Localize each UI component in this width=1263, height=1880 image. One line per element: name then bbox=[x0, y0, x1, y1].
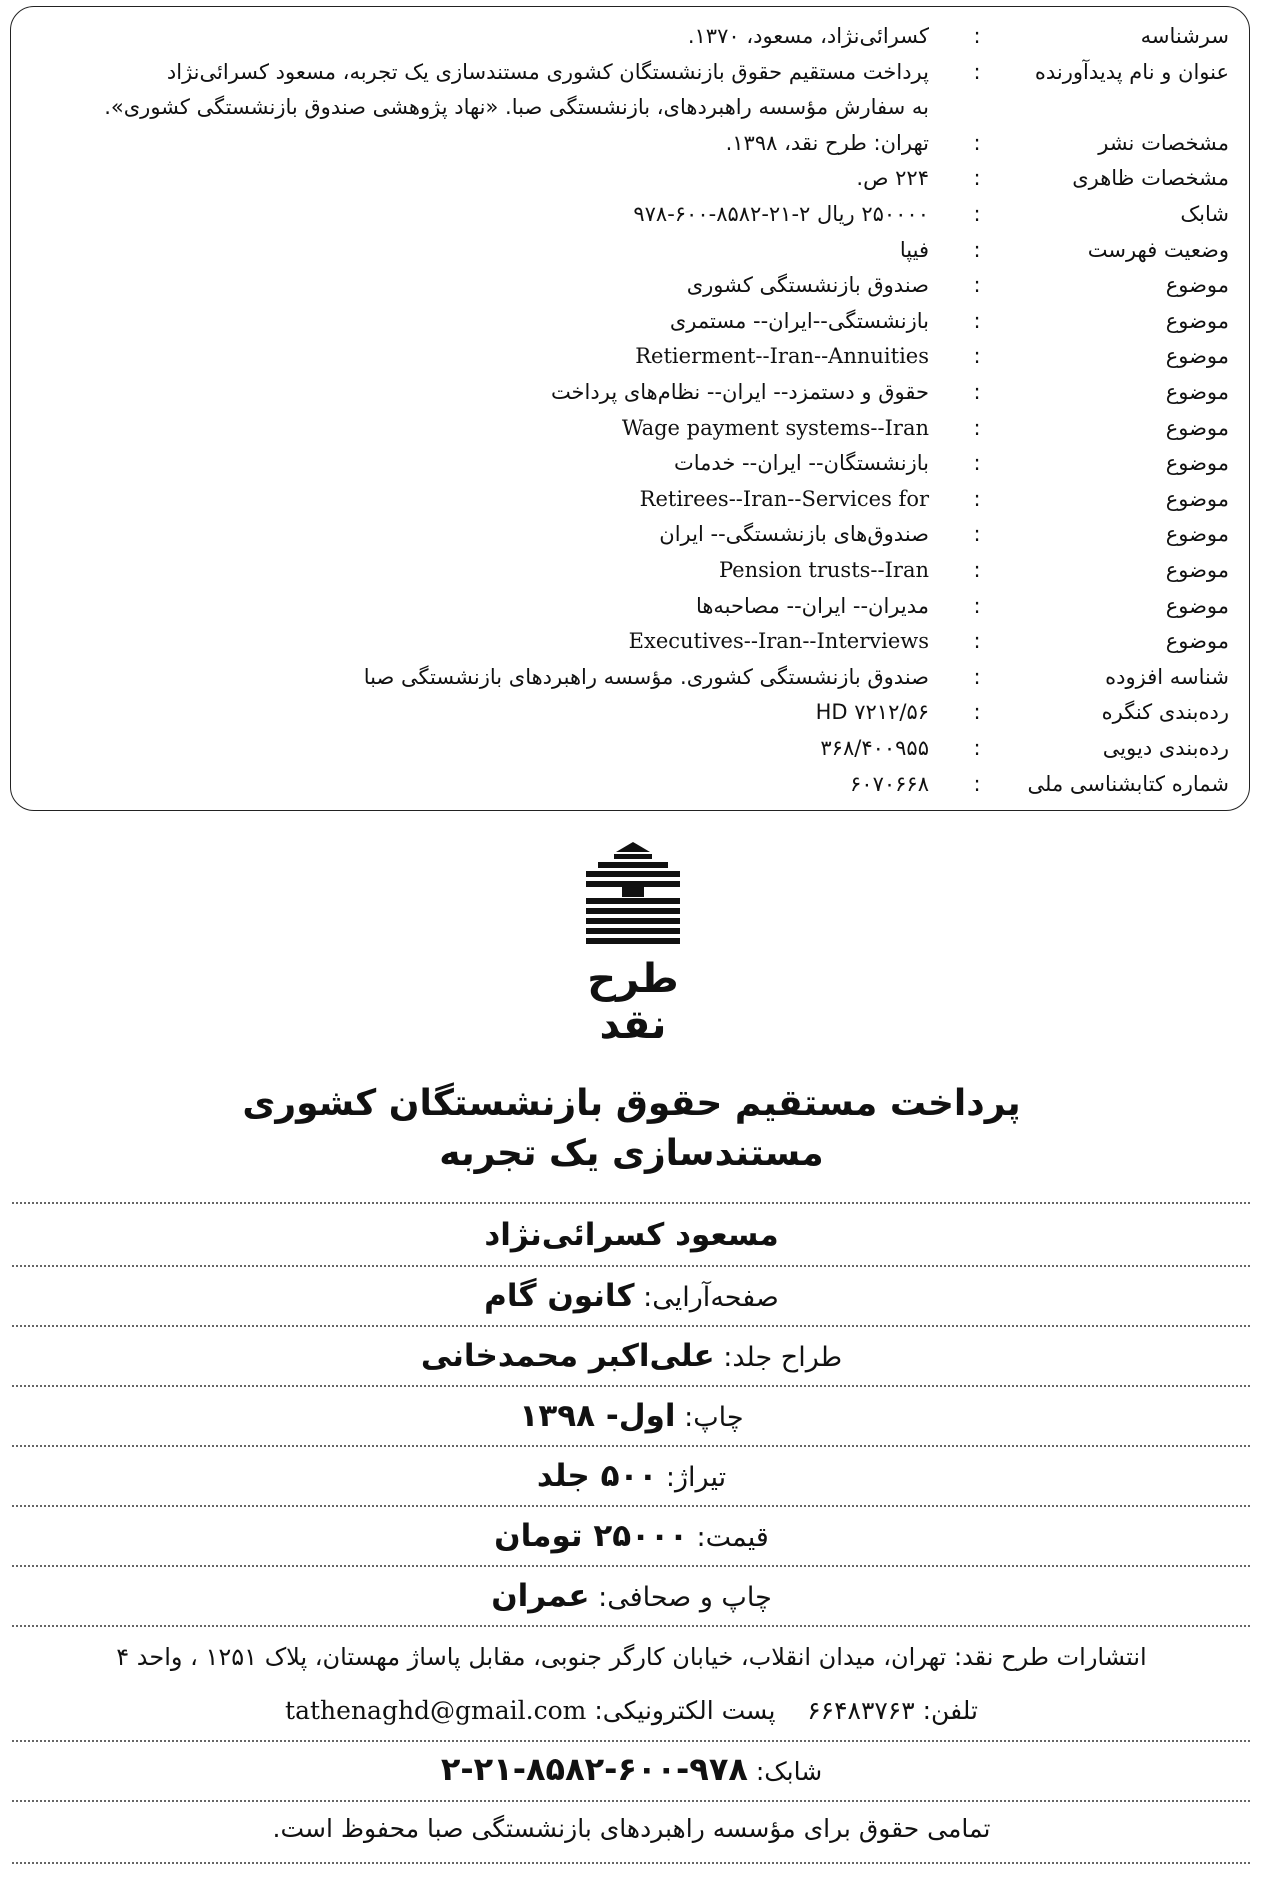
catalog-value: کسرائی‌نژاد، مسعود، ۱۳۷۰. bbox=[687, 24, 929, 48]
catalog-value: Pension trusts--Iran bbox=[718, 558, 929, 582]
catalog-label: موضوع bbox=[1165, 344, 1229, 369]
catalog-colon: : bbox=[973, 593, 981, 618]
catalog-row bbox=[11, 411, 1249, 447]
divider bbox=[12, 1505, 1250, 1507]
catalog-value: Wage payment systems--Iran bbox=[621, 415, 929, 440]
printing-credit bbox=[0, 1576, 1263, 1618]
catalog-value: Retierment--Iran--Annuities bbox=[635, 344, 929, 369]
rights-statement: تمامی حقوق برای مؤسسه راهبردهای بازنشستگی صبا محفوظ است. bbox=[272, 1814, 991, 1843]
catalog-label: موضوع bbox=[1165, 308, 1229, 333]
catalog-label: موضوع bbox=[1165, 522, 1229, 547]
catalog-row bbox=[11, 197, 1249, 233]
phone-label: تلفن: bbox=[922, 1696, 978, 1725]
catalog-value: بازنشستگی--ایران-- مستمری bbox=[669, 308, 929, 333]
catalog-colon: : bbox=[973, 380, 981, 404]
email-value: tathenaghd@gmail.com bbox=[285, 1696, 587, 1725]
catalog-colon: : bbox=[973, 273, 981, 298]
catalog-colon: : bbox=[973, 522, 981, 547]
catalog-value: مدیران-- ایران-- مصاحبه‌ها bbox=[695, 593, 929, 618]
catalog-label: مشخصات نشر bbox=[1098, 130, 1229, 155]
catalog-label: موضوع bbox=[1165, 593, 1229, 618]
divider bbox=[12, 1625, 1250, 1627]
edition-label: چاپ: bbox=[684, 1402, 744, 1433]
price-value: ۲۵۰۰۰ تومان bbox=[494, 1518, 688, 1554]
catalog-colon: : bbox=[973, 166, 981, 191]
catalog-label: موضوع bbox=[1165, 629, 1229, 654]
catalog-colon: : bbox=[973, 736, 981, 760]
catalog-row bbox=[11, 126, 1249, 162]
catalog-colon: : bbox=[973, 308, 981, 333]
catalog-value: ۶۰۷۰۶۶۸ bbox=[850, 771, 929, 796]
logo-text-line2: نقد bbox=[599, 1002, 667, 1044]
catalog-value: صندوق بازنشستگی کشوری bbox=[686, 273, 929, 298]
catalog-row bbox=[11, 517, 1249, 553]
catalog-value: ۲۵۰۰۰۰ ریال ۲-۲۱-۸۵۸۲-۶۰۰-۹۷۸ bbox=[633, 202, 929, 226]
isbn-label: شابک: bbox=[755, 1757, 823, 1786]
catalog-label: مشخصات ظاهری bbox=[1072, 166, 1229, 191]
catalog-colon: : bbox=[973, 344, 981, 369]
catalog-value: حقوق و دستمزد-- ایران-- نظام‌های پرداخت bbox=[550, 380, 929, 404]
catalog-value: به سفارش مؤسسه راهبردهای، بازنشستگی صبا. «نهاد پژوهشی صندوق بازنشستگی کشوری». bbox=[104, 95, 929, 120]
catalog-label: موضوع bbox=[1165, 273, 1229, 298]
catalog-value: ۳۶۸/۴۰۰۹۵۵ bbox=[820, 736, 929, 760]
divider bbox=[12, 1265, 1250, 1267]
catalog-label: شناسه افزوده bbox=[1105, 664, 1229, 689]
catalog-label: شابک bbox=[1180, 202, 1229, 226]
catalog-colon: : bbox=[973, 130, 981, 155]
catalog-row bbox=[11, 161, 1249, 197]
catalog-colon: : bbox=[973, 237, 981, 262]
divider bbox=[12, 1740, 1250, 1742]
layout-credit bbox=[0, 1276, 1263, 1318]
catalog-row bbox=[11, 482, 1249, 518]
cover-label: طراح جلد: bbox=[723, 1342, 843, 1373]
phone-value: ۶۶۴۸۳۷۶۳ bbox=[807, 1696, 915, 1725]
catalog-colon: : bbox=[973, 59, 981, 84]
catalog-value: صندوق‌های بازنشستگی-- ایران bbox=[659, 522, 929, 547]
divider bbox=[12, 1325, 1250, 1327]
catalog-value: بازنشستگان-- ایران-- خدمات bbox=[673, 451, 929, 476]
catalog-colon: : bbox=[973, 771, 981, 796]
author-value: مسعود کسرائی‌نژاد bbox=[484, 1217, 779, 1253]
catalog-label: موضوع bbox=[1165, 380, 1229, 404]
catalog-label: سرشناسه bbox=[1140, 24, 1229, 48]
catalog-row bbox=[11, 375, 1249, 411]
email-label: پست الکترونیکی: bbox=[594, 1696, 776, 1725]
divider bbox=[12, 1862, 1250, 1864]
cataloging-box bbox=[10, 6, 1250, 811]
catalog-row bbox=[11, 624, 1249, 660]
catalog-value: Retirees--Iran--Services for bbox=[639, 486, 929, 511]
price-label: قیمت: bbox=[696, 1522, 769, 1553]
catalog-label: موضوع bbox=[1165, 415, 1229, 440]
logo-text-line1: طرح bbox=[587, 956, 679, 1002]
catalog-row bbox=[11, 55, 1249, 91]
isbn-line bbox=[0, 1750, 1263, 1791]
catalog-row bbox=[11, 660, 1249, 696]
divider bbox=[12, 1202, 1250, 1204]
catalog-row bbox=[11, 19, 1249, 55]
print-run-value: ۵۰۰ جلد bbox=[536, 1458, 658, 1494]
catalog-colon: : bbox=[973, 451, 981, 476]
catalog-value: صندوق بازنشستگی کشوری. مؤسسه راهبردهای بازنشستگی صبا bbox=[363, 664, 929, 689]
catalog-colon: : bbox=[973, 558, 981, 582]
print-run-credit bbox=[0, 1456, 1263, 1498]
catalog-row bbox=[11, 304, 1249, 340]
catalog-row bbox=[11, 233, 1249, 269]
catalog-label: موضوع bbox=[1165, 451, 1229, 476]
edition-value: اول- ۱۳۹۸ bbox=[519, 1398, 676, 1434]
book-title-line2: مستندسازی یک تجربه bbox=[439, 1133, 824, 1174]
catalog-value: ۲۲۴ ص. bbox=[856, 166, 929, 191]
price-credit bbox=[0, 1516, 1263, 1558]
catalog-label: وضعیت فهرست bbox=[1087, 237, 1229, 262]
book-title-line1: پرداخت مستقیم حقوق بازنشستگان کشوری bbox=[242, 1083, 1021, 1124]
layout-label: صفحه‌آرایی: bbox=[643, 1282, 779, 1313]
catalog-colon: : bbox=[973, 415, 981, 440]
printing-label: چاپ و صحافی: bbox=[598, 1582, 772, 1613]
catalog-colon: : bbox=[973, 202, 981, 226]
catalog-row bbox=[11, 767, 1249, 803]
author-name bbox=[0, 1215, 1263, 1257]
catalog-label: عنوان و نام پدیدآورنده bbox=[1034, 59, 1229, 84]
catalog-row bbox=[11, 90, 1249, 126]
catalog-colon: : bbox=[973, 629, 981, 654]
catalog-value: HD ۷۲۱۲/۵۶ bbox=[815, 700, 929, 725]
catalog-colon: : bbox=[973, 700, 981, 725]
edition-credit bbox=[0, 1396, 1263, 1438]
printing-value: عمران bbox=[491, 1578, 590, 1614]
divider bbox=[12, 1565, 1250, 1567]
divider bbox=[12, 1800, 1250, 1802]
catalog-row bbox=[11, 553, 1249, 589]
publisher-logo-icon bbox=[584, 842, 682, 1044]
catalog-label: رده‌بندی کنگره bbox=[1101, 700, 1229, 725]
catalog-label: رده‌بندی دیویی bbox=[1102, 736, 1229, 760]
print-run-label: تیراژ: bbox=[665, 1462, 727, 1493]
cover-value: علی‌اکبر محمدخانی bbox=[420, 1338, 715, 1374]
cover-credit bbox=[0, 1336, 1263, 1378]
catalog-label: موضوع bbox=[1165, 486, 1229, 511]
catalog-label: شماره کتابشناسی ملی bbox=[1027, 771, 1229, 796]
isbn-value: ۲-۲۱-۸۵۸۲-۶۰۰-۹۷۸ bbox=[440, 1750, 748, 1788]
catalog-row bbox=[11, 695, 1249, 731]
publisher-address: انتشارات طرح نقد: تهران، میدان انقلاب، خیابان کارگر جنوبی، مقابل پاساژ مهستان، پلاک ۱۲۵۱ ، واحد ۴ bbox=[116, 1643, 1147, 1671]
catalog-row bbox=[11, 589, 1249, 625]
catalog-row bbox=[11, 731, 1249, 767]
catalog-row bbox=[11, 339, 1249, 375]
contact-line bbox=[0, 1692, 1263, 1730]
catalog-colon: : bbox=[973, 486, 981, 511]
catalog-value: فیپا bbox=[899, 237, 929, 262]
catalog-value: تهران: طرح نقد، ۱۳۹۸. bbox=[725, 130, 929, 155]
divider bbox=[12, 1385, 1250, 1387]
catalog-colon: : bbox=[973, 24, 981, 48]
catalog-label: موضوع bbox=[1165, 558, 1229, 582]
catalog-value: پرداخت مستقیم حقوق بازنشستگان کشوری مستندسازی یک تجربه، مسعود کسرائی‌نژاد bbox=[166, 59, 929, 84]
catalog-colon: : bbox=[973, 664, 981, 689]
layout-value: کانون گام bbox=[484, 1278, 635, 1314]
divider bbox=[12, 1445, 1250, 1447]
catalog-row bbox=[11, 446, 1249, 482]
catalog-row bbox=[11, 268, 1249, 304]
catalog-value: Executives--Iran--Interviews bbox=[628, 629, 929, 654]
